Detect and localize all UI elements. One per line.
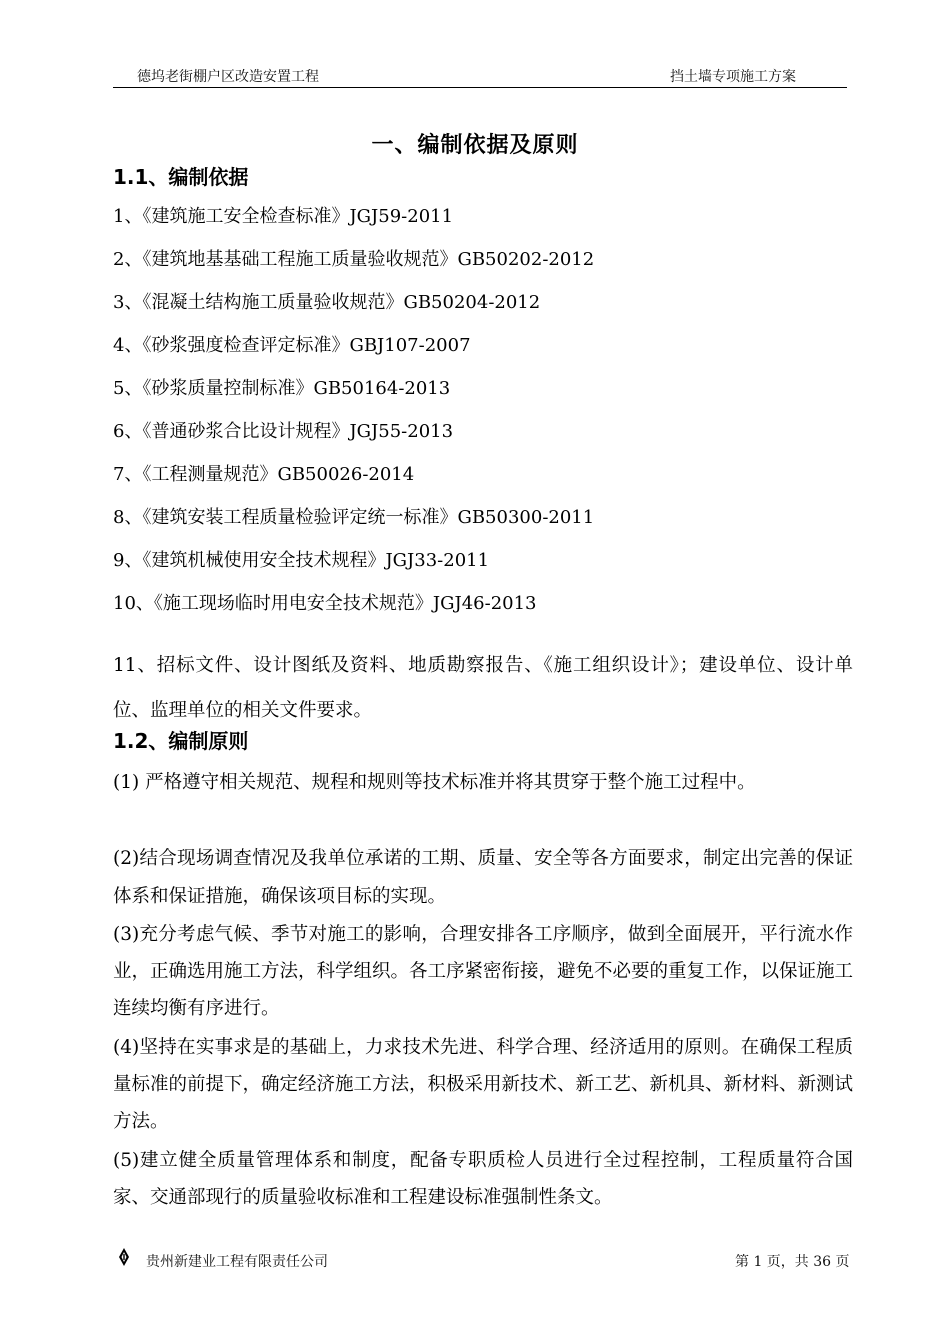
header-document-name: 挡土墙专项施工方案 bbox=[670, 69, 796, 85]
principle-paragraph: (5)建立健全质量管理体系和制度，配备专职质检人员进行全过程控制，工程质量符合国家、交通部现行的质量验收标准和工程建设标准强制性条文。 bbox=[113, 1150, 853, 1208]
principle-paragraph: (1) 严格遵守相关规范、规程和规则等技术标准并将其贯穿于整个施工过程中。 bbox=[113, 772, 756, 793]
list-item-11: 11、招标文件、设计图纸及资料、地质勘察报告、《施工组织设计》；建设单位、设计单位、监理单位的相关文件要求。 bbox=[113, 655, 853, 721]
section-heading-basis: 1.1、编制依据 bbox=[113, 165, 249, 189]
list-item: 4、《砂浆强度检查评定标准》GBJ107-2007 bbox=[113, 335, 471, 356]
list-item: 5、《砂浆质量控制标准》GB50164-2013 bbox=[113, 378, 451, 399]
list-item: 1、《建筑施工安全检查标准》JGJ59-2011 bbox=[113, 206, 454, 227]
footer-company: 贵州新建业工程有限责任公司 bbox=[146, 1254, 328, 1270]
section-heading-principles: 1.2、编制原则 bbox=[113, 729, 249, 753]
company-logo-icon bbox=[118, 1248, 130, 1266]
page-title: 一、编制依据及原则 bbox=[371, 133, 579, 158]
list-item: 6、《普通砂浆合比设计规程》JGJ55-2013 bbox=[113, 421, 454, 442]
list-item: 9、《建筑机械使用安全技术规程》JGJ33-2011 bbox=[113, 550, 490, 571]
list-item: 7、《工程测量规范》GB50026-2014 bbox=[113, 464, 415, 485]
list-item: 3、《混凝土结构施工质量验收规范》GB50204-2012 bbox=[113, 292, 541, 313]
principle-paragraph: (4)坚持在实事求是的基础上，力求技术先进、科学合理、经济适用的原则。在确保工程质量标准的前提下，确定经济施工方法，积极采用新技术、新工艺、新机具、新材料、新测试方法。 bbox=[113, 1037, 854, 1132]
list-item: 8、《建筑安装工程质量检验评定统一标准》GB50300-2011 bbox=[113, 507, 595, 528]
principle-paragraph: (3)充分考虑气候、季节对施工的影响，合理安排各工序顺序，做到全面展开，平行流水作业，正确选用施工方法，科学组织。各工序紧密衔接，避免不必要的重复工作，以保证施工连续均衡有序进行。 bbox=[113, 924, 854, 1019]
page-number: 第 1 页，共 36 页 bbox=[735, 1254, 850, 1270]
header-rule bbox=[113, 87, 847, 88]
list-item: 10、《施工现场临时用电安全技术规范》JGJ46-2013 bbox=[113, 593, 537, 614]
header-project-name: 德坞老街棚户区改造安置工程 bbox=[137, 69, 319, 85]
principle-paragraph: (2)结合现场调查情况及我单位承诺的工期、质量、安全等各方面要求，制定出完善的保证体系和保证措施，确保该项目标的实现。 bbox=[113, 848, 853, 907]
list-item: 2、《建筑地基基础工程施工质量验收规范》GB50202-2012 bbox=[113, 249, 595, 270]
